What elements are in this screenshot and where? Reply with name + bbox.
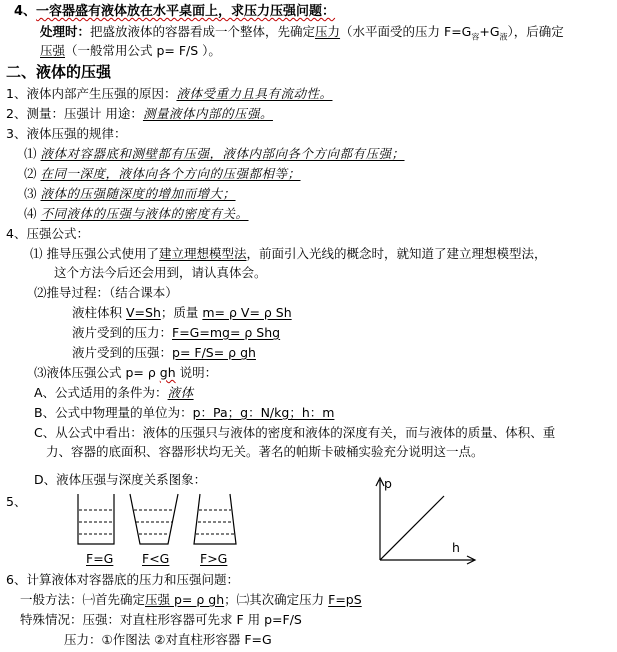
rule-1-text: 液体对容器底和测壁都有压强，液体内部向各个方向都有压强；: [40, 146, 405, 161]
container-label-1: [86, 551, 113, 567]
method-force-term: 压力: [315, 24, 341, 39]
rule-1: [24, 146, 405, 162]
item6-label: 6、计算液体对容器底的压力和压强问题：: [6, 572, 239, 587]
item1-label: 1、液体内部产生压强的原因：: [6, 86, 177, 101]
method-sub-container: 容: [471, 32, 480, 42]
rule-2-num: ⑵: [24, 166, 37, 181]
item2: [6, 106, 273, 122]
d1-mid: ；质量: [160, 305, 203, 320]
general-text-a: 一般方法：㈠首先确定: [20, 592, 146, 607]
graph-line: [380, 496, 444, 560]
item4-p2: ⑵推导过程：（结合课本）: [34, 285, 178, 300]
p1-text-b: ，前面引入光线的概念时，就知道了建立理想模型法，: [246, 246, 547, 261]
item4-p1: [30, 246, 547, 262]
graph-x-label: h: [452, 540, 460, 555]
item2-answer: 测量液体内部的压强。: [142, 106, 273, 121]
item4-p1-cont: 这个方法今后还会用到，请认真体会。: [54, 265, 267, 280]
item4-C-cont: 力、容器的底面积、容器形状均无关。著名的帕斯卡破桶实验充分说明这一点。: [46, 444, 484, 459]
d2-force: F=G=mg= ρ Shg: [172, 325, 281, 340]
general-pressure-formula: 压强 p= ρ gh: [145, 592, 225, 607]
p3-text-a: ⑶液体压强公式 p= ρ: [34, 365, 160, 380]
method-text-d: （一般常用公式 p= F/S ）。: [65, 43, 221, 58]
container-narrowing: [194, 494, 236, 544]
rule-2-text: 在同一深度，液体向各个方向的压强都相等；: [40, 166, 301, 181]
item4-label: 4、压强公式：: [6, 226, 89, 241]
rule-4-num: ⑷: [24, 206, 37, 221]
container-label-3: [200, 551, 227, 567]
rule-1-num: ⑴: [24, 146, 37, 161]
item5-number: 5、: [6, 494, 27, 509]
item4-C: C、从公式中看出：液体的压强只与液体的密度和液体的深度有关，而与液体的质量、体积、重: [34, 425, 556, 440]
p3-text-c: 说明：: [175, 365, 218, 380]
p1-text-a: ⑴ 推导压强公式使用了: [30, 246, 159, 261]
container-caption-less: F<G: [142, 551, 170, 566]
A-label: A、公式适用的条件为：: [34, 385, 168, 400]
method-text-b: （水平面受的压力 F=G: [340, 24, 472, 39]
item6-general: [20, 592, 362, 608]
A-value: 液体: [167, 385, 194, 400]
p3-gh: gh: [159, 365, 176, 380]
container-widening: [130, 494, 178, 544]
general-text-b: ；㈡其次确定压力: [224, 592, 329, 607]
graph-y-label: p: [384, 476, 392, 491]
method-text-c: ），后确定: [507, 24, 564, 39]
item3-label: 3、液体压强的规律：: [6, 126, 127, 141]
container-straight: [78, 494, 114, 544]
p1-ideal-model: 建立理想模型法: [158, 246, 247, 261]
rule-4: [24, 206, 249, 222]
method-pressure-term: 压强: [40, 43, 66, 58]
containers-figure: [60, 488, 270, 548]
item6-special-force: 压力：①作图法 ②对直柱形容器 F=G: [64, 632, 272, 647]
rule-4-text: 不同液体的压强与液体的密度有关。: [40, 206, 249, 221]
section4-title: 一容器盛有液体放在水平桌面上，求压力压强问题：: [36, 4, 336, 19]
derivation-3: [72, 345, 256, 361]
section4-heading: [14, 4, 335, 20]
item4-p3: [34, 365, 217, 381]
section4-method-cont: [40, 43, 221, 59]
item4-A: [34, 385, 194, 401]
rule-3-text: 液体的压强随深度的增加而增大；: [40, 186, 236, 201]
rule-3: [24, 186, 236, 202]
method-text-plus: +G: [479, 24, 500, 39]
method-sub-liquid: 液: [499, 32, 508, 42]
section4-number: 4、: [14, 4, 37, 19]
container-caption-equal: F=G: [86, 551, 114, 566]
B-label: B、公式中物理量的单位为：: [34, 405, 193, 420]
d1-mass: m= ρ V= ρ Sh: [202, 305, 292, 320]
item2-label: 2、测量：压强计 用途：: [6, 106, 143, 121]
d2-label: 液片受到的压力：: [72, 325, 173, 340]
rule-2: [24, 166, 301, 182]
B-value: p：Pa；g：N/kg；h：m: [192, 405, 335, 420]
part2-heading: 二、液体的压强: [6, 63, 112, 81]
item6-special: 特殊情况：压强：对直柱形容器可先求 F 用 p=F/S: [20, 612, 302, 627]
d3-pressure: p= F/S= ρ gh: [172, 345, 256, 360]
method-label: 处理时：: [40, 24, 91, 39]
item1: [6, 86, 332, 102]
method-text-a: 把盛放液体的容器看成一个整体，先确定: [90, 24, 316, 39]
item4-D: D、液体压强与深度关系图象：: [34, 472, 207, 487]
container-label-2: [142, 551, 169, 567]
derivation-1: [72, 305, 292, 321]
d3-label: 液片受到的压强：: [72, 345, 173, 360]
d1-volume: V=Sh: [125, 305, 161, 320]
derivation-2: [72, 325, 280, 341]
item1-answer: 液体受重力且具有流动性。: [176, 86, 333, 101]
general-force-formula: F=pS: [328, 592, 362, 607]
item4-B: [34, 405, 334, 421]
d1-label: 液柱体积: [72, 305, 126, 320]
container-caption-greater: F>G: [200, 551, 228, 566]
rule-3-num: ⑶: [24, 186, 37, 201]
